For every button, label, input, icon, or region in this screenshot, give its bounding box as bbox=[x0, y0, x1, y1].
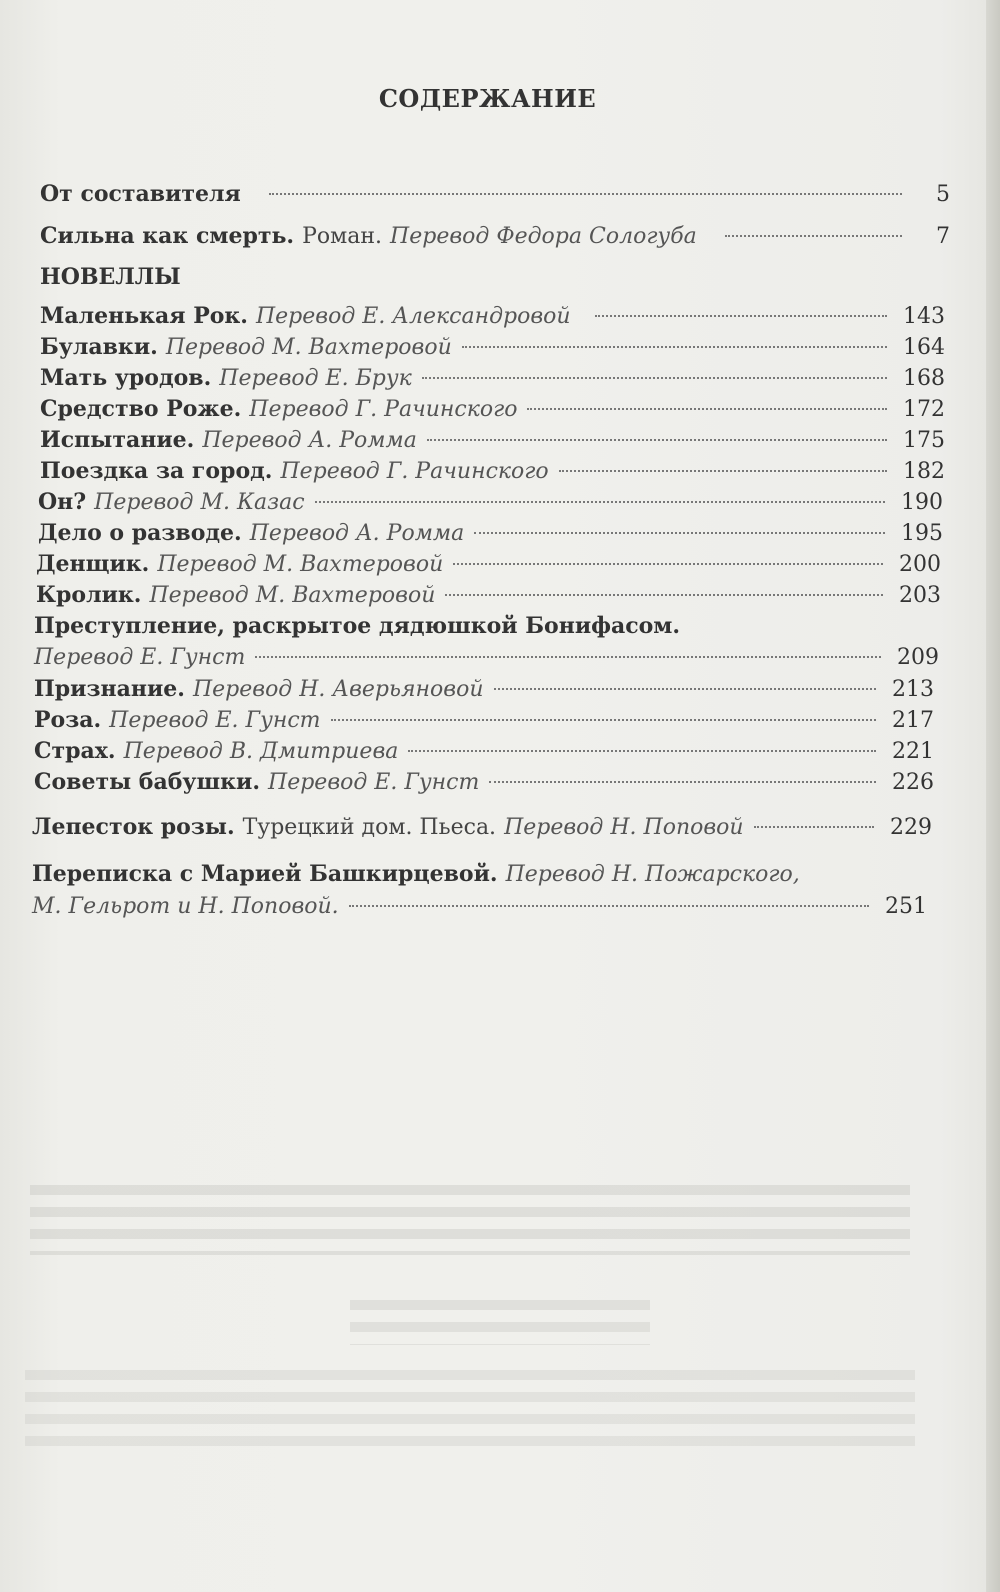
leader-dots bbox=[489, 781, 876, 783]
leader-dots bbox=[269, 193, 902, 195]
entry-translator: Перевод Е. Брук bbox=[219, 366, 412, 391]
page-number: 229 bbox=[890, 815, 932, 840]
entry-translator: Перевод М. Вахтеровой bbox=[157, 552, 444, 577]
entry-title: Сильна как смерть. bbox=[40, 223, 295, 249]
leader-dots bbox=[408, 750, 876, 752]
entry-translator: Перевод А. Ромма bbox=[249, 521, 465, 546]
toc-entry bbox=[32, 813, 932, 841]
page-number: 209 bbox=[897, 645, 939, 670]
entry-title: Преступление, раскрытое дядюшкой Бонифасом. bbox=[34, 613, 681, 639]
page-number: 182 bbox=[903, 459, 945, 484]
entry-title: Лепесток розы. bbox=[32, 814, 235, 840]
entry-title: Денщик. bbox=[36, 551, 150, 577]
entry-translator: Перевод Е. Гунст bbox=[268, 770, 480, 795]
toc-entry bbox=[34, 706, 934, 734]
toc-entry-continued bbox=[34, 644, 939, 672]
entry-title: Мать уродов. bbox=[40, 365, 212, 391]
toc-heading: СОДЕРЖАНИЕ bbox=[378, 84, 597, 113]
toc-entry bbox=[40, 457, 945, 485]
toc-entry bbox=[36, 581, 941, 609]
page-number: 7 bbox=[936, 224, 950, 249]
page-number: 226 bbox=[892, 770, 934, 795]
entry-title: Он? bbox=[38, 489, 87, 515]
leader-dots bbox=[595, 315, 887, 317]
toc-entry bbox=[40, 222, 950, 250]
entry-title: От составителя bbox=[40, 181, 241, 207]
toc-entry bbox=[40, 333, 945, 361]
entry-translator: Перевод Е. Гунст bbox=[109, 708, 321, 733]
show-through-block bbox=[350, 1300, 650, 1345]
entry-translator: Перевод А. Ромма bbox=[202, 428, 417, 453]
entry-title: Булавки. bbox=[40, 334, 158, 360]
entry-title: Поездка за город. bbox=[40, 458, 273, 484]
entry-title: Маленькая Рок. bbox=[40, 303, 248, 329]
toc-entry bbox=[40, 180, 950, 208]
entry-translator: Перевод Н. Поповой bbox=[504, 815, 744, 840]
entry-translator: М. Гельрот и Н. Поповой. bbox=[32, 894, 339, 919]
section-heading: НОВЕЛЛЫ bbox=[40, 264, 181, 290]
page-number: 195 bbox=[901, 521, 943, 546]
leader-dots bbox=[494, 688, 877, 690]
toc-entry bbox=[34, 737, 934, 765]
leader-dots bbox=[255, 656, 881, 658]
leader-dots bbox=[445, 594, 883, 596]
entry-title: Средство Роже. bbox=[40, 396, 242, 422]
page-number: 164 bbox=[903, 335, 945, 360]
page-number: 5 bbox=[936, 182, 950, 207]
leader-dots bbox=[754, 826, 874, 828]
leader-dots bbox=[331, 719, 876, 721]
leader-dots bbox=[462, 346, 887, 348]
page-number: 143 bbox=[903, 304, 945, 329]
page-number: 221 bbox=[892, 739, 934, 764]
leader-dots bbox=[474, 532, 885, 534]
entry-translator: Перевод М. Вахтеровой bbox=[165, 335, 452, 360]
entry-title: Советы бабушки. bbox=[34, 769, 261, 795]
toc-entry-continued bbox=[32, 893, 927, 921]
toc-entry bbox=[38, 519, 943, 547]
entry-translator: Перевод В. Дмитриева bbox=[123, 739, 399, 764]
toc-entry bbox=[40, 426, 945, 454]
toc-entry bbox=[40, 364, 945, 392]
entry-translator: Перевод Н. Аверьяновой bbox=[192, 677, 484, 702]
page-number: 190 bbox=[901, 490, 943, 515]
show-through-block bbox=[30, 1185, 910, 1255]
page-number: 217 bbox=[892, 708, 934, 733]
toc-entry bbox=[40, 395, 945, 423]
entry-translator: Перевод Федора Сологуба bbox=[390, 224, 697, 249]
toc-entry bbox=[36, 550, 941, 578]
entry-title: Испытание. bbox=[40, 427, 195, 453]
entry-title: Дело о разводе. bbox=[38, 520, 242, 546]
entry-genre: Турецкий дом. Пьеса. bbox=[242, 815, 497, 840]
entry-translator: Перевод Е. Александровой bbox=[255, 304, 571, 329]
show-through-block bbox=[25, 1370, 915, 1450]
toc-entry bbox=[32, 860, 932, 888]
leader-dots bbox=[559, 470, 887, 472]
toc-entry bbox=[38, 488, 943, 516]
page-number: 168 bbox=[903, 366, 945, 391]
page-number: 172 bbox=[903, 397, 945, 422]
page-number: 200 bbox=[899, 552, 941, 577]
entry-title: Роза. bbox=[34, 707, 102, 733]
leader-dots bbox=[527, 408, 887, 410]
page-number: 203 bbox=[899, 583, 941, 608]
entry-translator: Перевод Е. Гунст bbox=[34, 645, 246, 670]
entry-title: Страх. bbox=[34, 738, 116, 764]
entry-title: Переписка с Марией Башкирцевой. bbox=[32, 861, 498, 887]
entry-title: Признание. bbox=[34, 676, 185, 702]
toc-entry bbox=[34, 768, 934, 796]
page-number: 175 bbox=[903, 428, 945, 453]
leader-dots bbox=[315, 501, 885, 503]
leader-dots bbox=[422, 377, 887, 379]
page-number: 251 bbox=[885, 894, 927, 919]
toc-entry bbox=[34, 612, 939, 640]
toc-entry bbox=[34, 675, 934, 703]
leader-dots bbox=[453, 563, 883, 565]
entry-genre: Роман. bbox=[302, 224, 383, 249]
entry-translator: Перевод Г. Рачинского bbox=[249, 397, 518, 422]
leader-dots bbox=[725, 235, 902, 237]
toc-entry bbox=[40, 302, 945, 330]
entry-translator: Перевод Г. Рачинского bbox=[280, 459, 549, 484]
entry-translator: Перевод М. Казас bbox=[94, 490, 305, 515]
entry-translator: Перевод М. Вахтеровой bbox=[149, 583, 436, 608]
entry-translator: Перевод Н. Пожарского, bbox=[505, 862, 800, 887]
leader-dots bbox=[427, 439, 887, 441]
leader-dots bbox=[349, 905, 869, 907]
page-edge bbox=[986, 0, 1000, 1592]
entry-title: Кролик. bbox=[36, 582, 142, 608]
page-number: 213 bbox=[892, 677, 934, 702]
